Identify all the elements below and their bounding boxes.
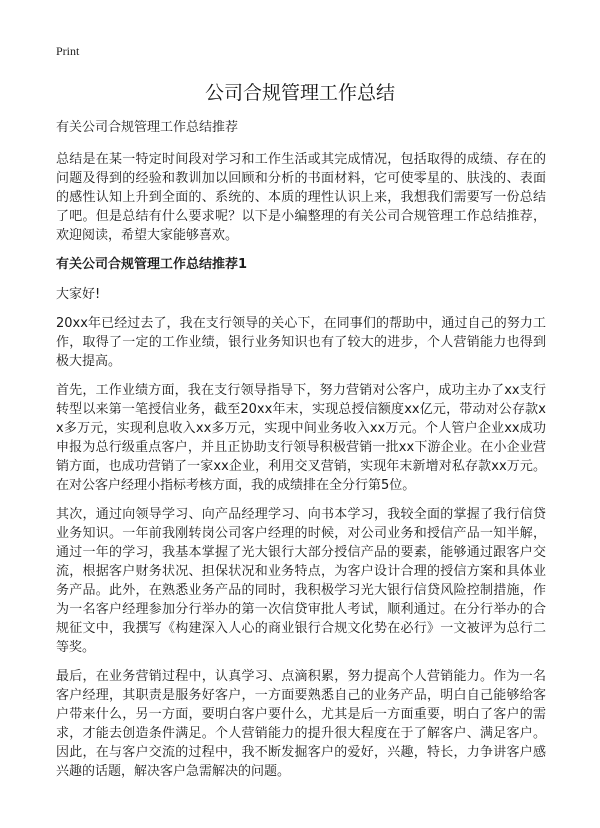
page-title: 公司合规管理工作总结 bbox=[204, 82, 395, 104]
body-paragraph: 首先，工作业绩方面，我在支行领导指导下，努力营销对公客户，成功主办了xx支行转型以来第一笔授信业务，截至20xx年末，实现总授信额度xx亿元，带动对公存款xx多万元，实现利息收入xx多万元，实现中间业务收入xx万元。个人管户企业xx成功申报为总行级重点客户，并且正协助支行领导积极营销一批xx下游企业。在小企业营销方面，也成功营销了一家xx企业，利用交叉营销，实现年末新增对私存款xx万元。在对公客户经理小指标考核方面，我的成绩排在全分行第5位。 bbox=[56, 383, 546, 493]
section-heading: 有关公司合规管理工作总结推荐1 bbox=[56, 257, 248, 272]
intro-paragraph: 总结是在某一特定时间段对学习和工作生活或其完成情况，包括取得的成绩、存在的问题及得到的经验和教训加以回顾和分析的书面材料，它可使零星的、肤浅的、表面的感性认知上升到全面的、系统的、本质的理性认识上来，我想我们需要写一份总结了吧。但是总结有什么要求呢？以下是小编整理的有关公司合规管理工作总结推荐，欢迎阅读，希望大家能够喜欢。 bbox=[56, 152, 546, 243]
document-subtitle: 有关公司合规管理工作总结推荐 bbox=[56, 120, 239, 135]
document-body bbox=[56, 118, 546, 791]
body-paragraph: 20xx年已经过去了，我在支行领导的关心下，在同事们的帮助中，通过自己的努力工作，取得了一定的工作业绩，银行业务知识也有了较大的进步，个人营销能力也得到极大提高。 bbox=[56, 316, 546, 369]
body-paragraph: 最后，在业务营销过程中，认真学习、点滴积累，努力提高个人营销能力。作为一名客户经理，其职责是服务好客户，一方面要熟悉自己的业务产品，明白自己能够给客户带来什么，另一方面，要明白客户要什么，尤其是后一方面重要，明白了客户的需求，才能去创造条件满足。个人营销能力的提升很大程度在于了解客户、满足客户。因此，在与客户交流的过程中，我不断发掘客户的爱好，兴趣，特长，力争讲客户感兴趣的话题，解决客户急需解决的问题。 bbox=[56, 669, 546, 779]
body-paragraph: 其次，通过向领导学习、向产品经理学习、向书本学习，我较全面的掌握了我行信贷业务知识。一年前我刚转岗公司客户经理的时候，对公司业务和授信产品一知半解，通过一年的学习，我基本掌握了光大银行大部分授信产品的要素，能够通过跟客户交流，根据客户财务状况、担保状况和业务特点，为客户设计合理的授信方案和具体业务产品。此外，在熟悉业务产品的同时，我积极学习光大银行信贷风险控制措施，作为一名客户经理参加分行举办的第一次信贷审批人考试，顺利通过。在分行举办的合规征文中，我撰写《构建深入人心的商业银行合规文化势在必行》一文被评为总行二等奖。 bbox=[56, 507, 546, 655]
greeting-paragraph: 大家好! bbox=[56, 287, 101, 302]
print-link[interactable]: Print bbox=[56, 44, 80, 58]
